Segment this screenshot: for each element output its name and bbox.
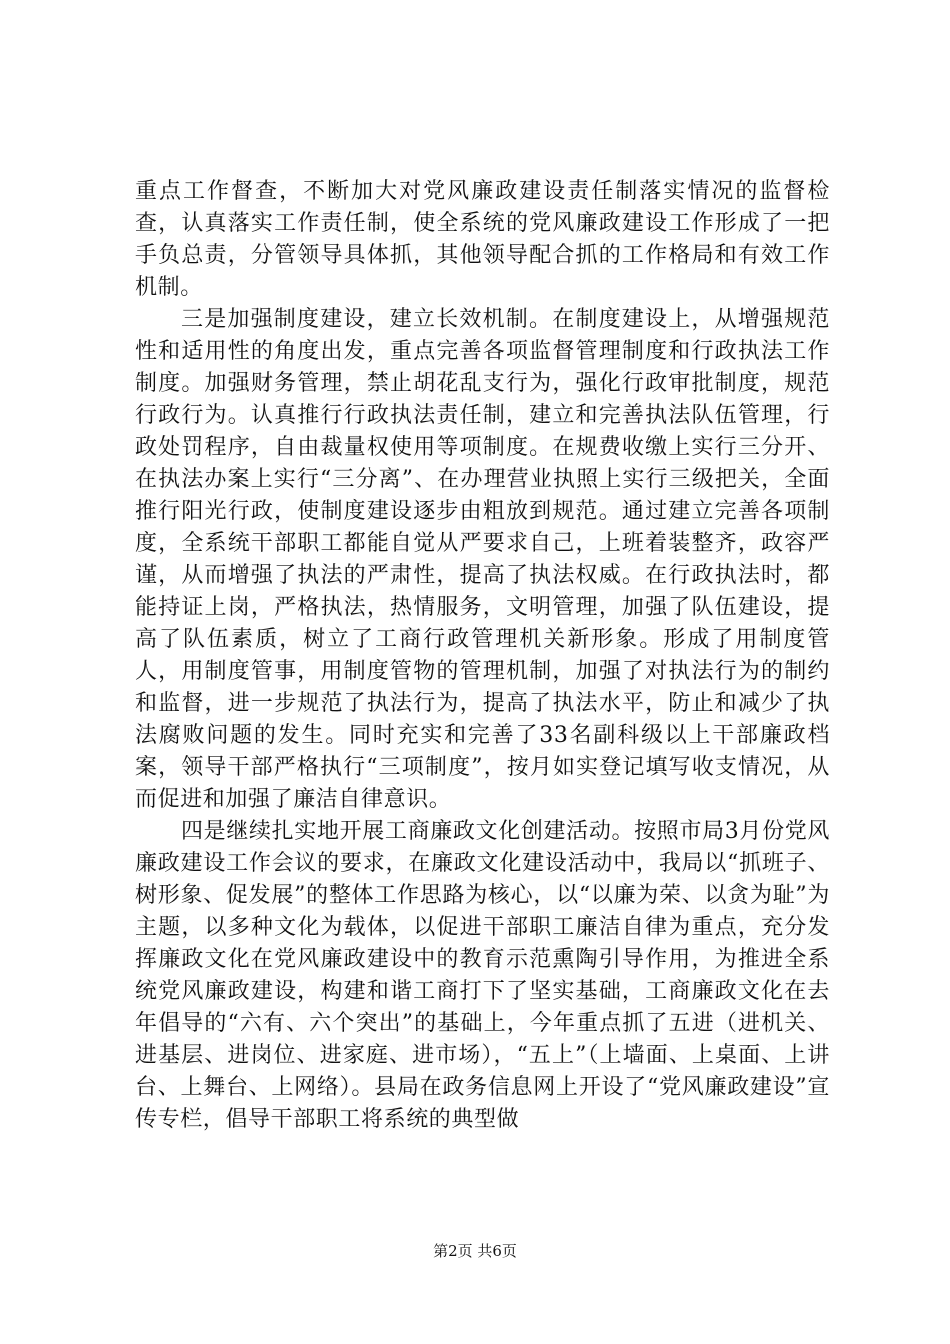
document-body [135, 176, 830, 1136]
paragraph-institution-building: 三是加强制度建设，建立长效机制。在制度建设上，从增强规范性和适用性的角度出发，重点完善各项监督管理制度和行政执法工作制度。加强财务管理，禁止胡花乱支行为，强化行政审批制度，规范行政行为。认真推行行政执法责任制，建立和完善执法队伍管理，行政处罚程序，自由裁量权使用等项制度。在规费收缴上实行三分开、在执法办案上实行“三分离”、在办理营业执照上实行三级把关，全面推行阳光行政，使制度建设逐步由粗放到规范。通过建立完善各项制度，全系统干部职工都能自觉从严要求自己，上班着装整齐，政容严谨，从而增强了执法的严肃性，提高了执法权威。在行政执法时，都能持证上岗，严格执法，热情服务，文明管理，加强了队伍建设，提高了队伍素质，树立了工商行政管理机关新形象。形成了用制度管人，用制度管事，用制度管物的管理机制，加强了对执法行为的制约和监督，进一步规范了执法行为，提高了执法水平，防止和减少了执法腐败问题的发生。同时充实和完善了33名副科级以上干部廉政档案，领导干部严格执行“三项制度”，按月如实登记填写收支情况，从而促进和加强了廉洁自律意识。 [135, 307, 830, 812]
paragraph-integrity-culture: 四是继续扎实地开展工商廉政文化创建活动。按照市局3月份党风廉政建设工作会议的要求，在廉政文化建设活动中，我局以“抓班子、树形象、促发展”的整体工作思路为核心，以“以廉为荣、以贪为耻”为主题，以多种文化为载体，以促进干部职工廉洁自律为重点，充分发挥廉政文化在党风廉政建设中的教育示范熏陶引导作用，为推进全系统党风廉政建设，构建和谐工商打下了坚实基础，工商廉政文化在去年倡导的“六有、六个突出”的基础上，今年重点抓了五进（进机关、进基层、进岗位、进家庭、进市场），“五上”（上墙面、上桌面、上讲台、上舞台、上网络）。县局在政务信息网上开设了“党风廉政建设”宣传专栏，倡导干部职工将系统的典型做 [135, 819, 830, 1132]
paragraph-continued: 重点工作督查，不断加大对党风廉政建设责任制落实情况的监督检查，认真落实工作责任制，使全系统的党风廉政建设工作形成了一把手负总责，分管领导具体抓，其他领导配合抓的工作格局和有效工作机制。 [135, 179, 830, 300]
page-footer: 第2页 共6页 [433, 1242, 517, 1260]
